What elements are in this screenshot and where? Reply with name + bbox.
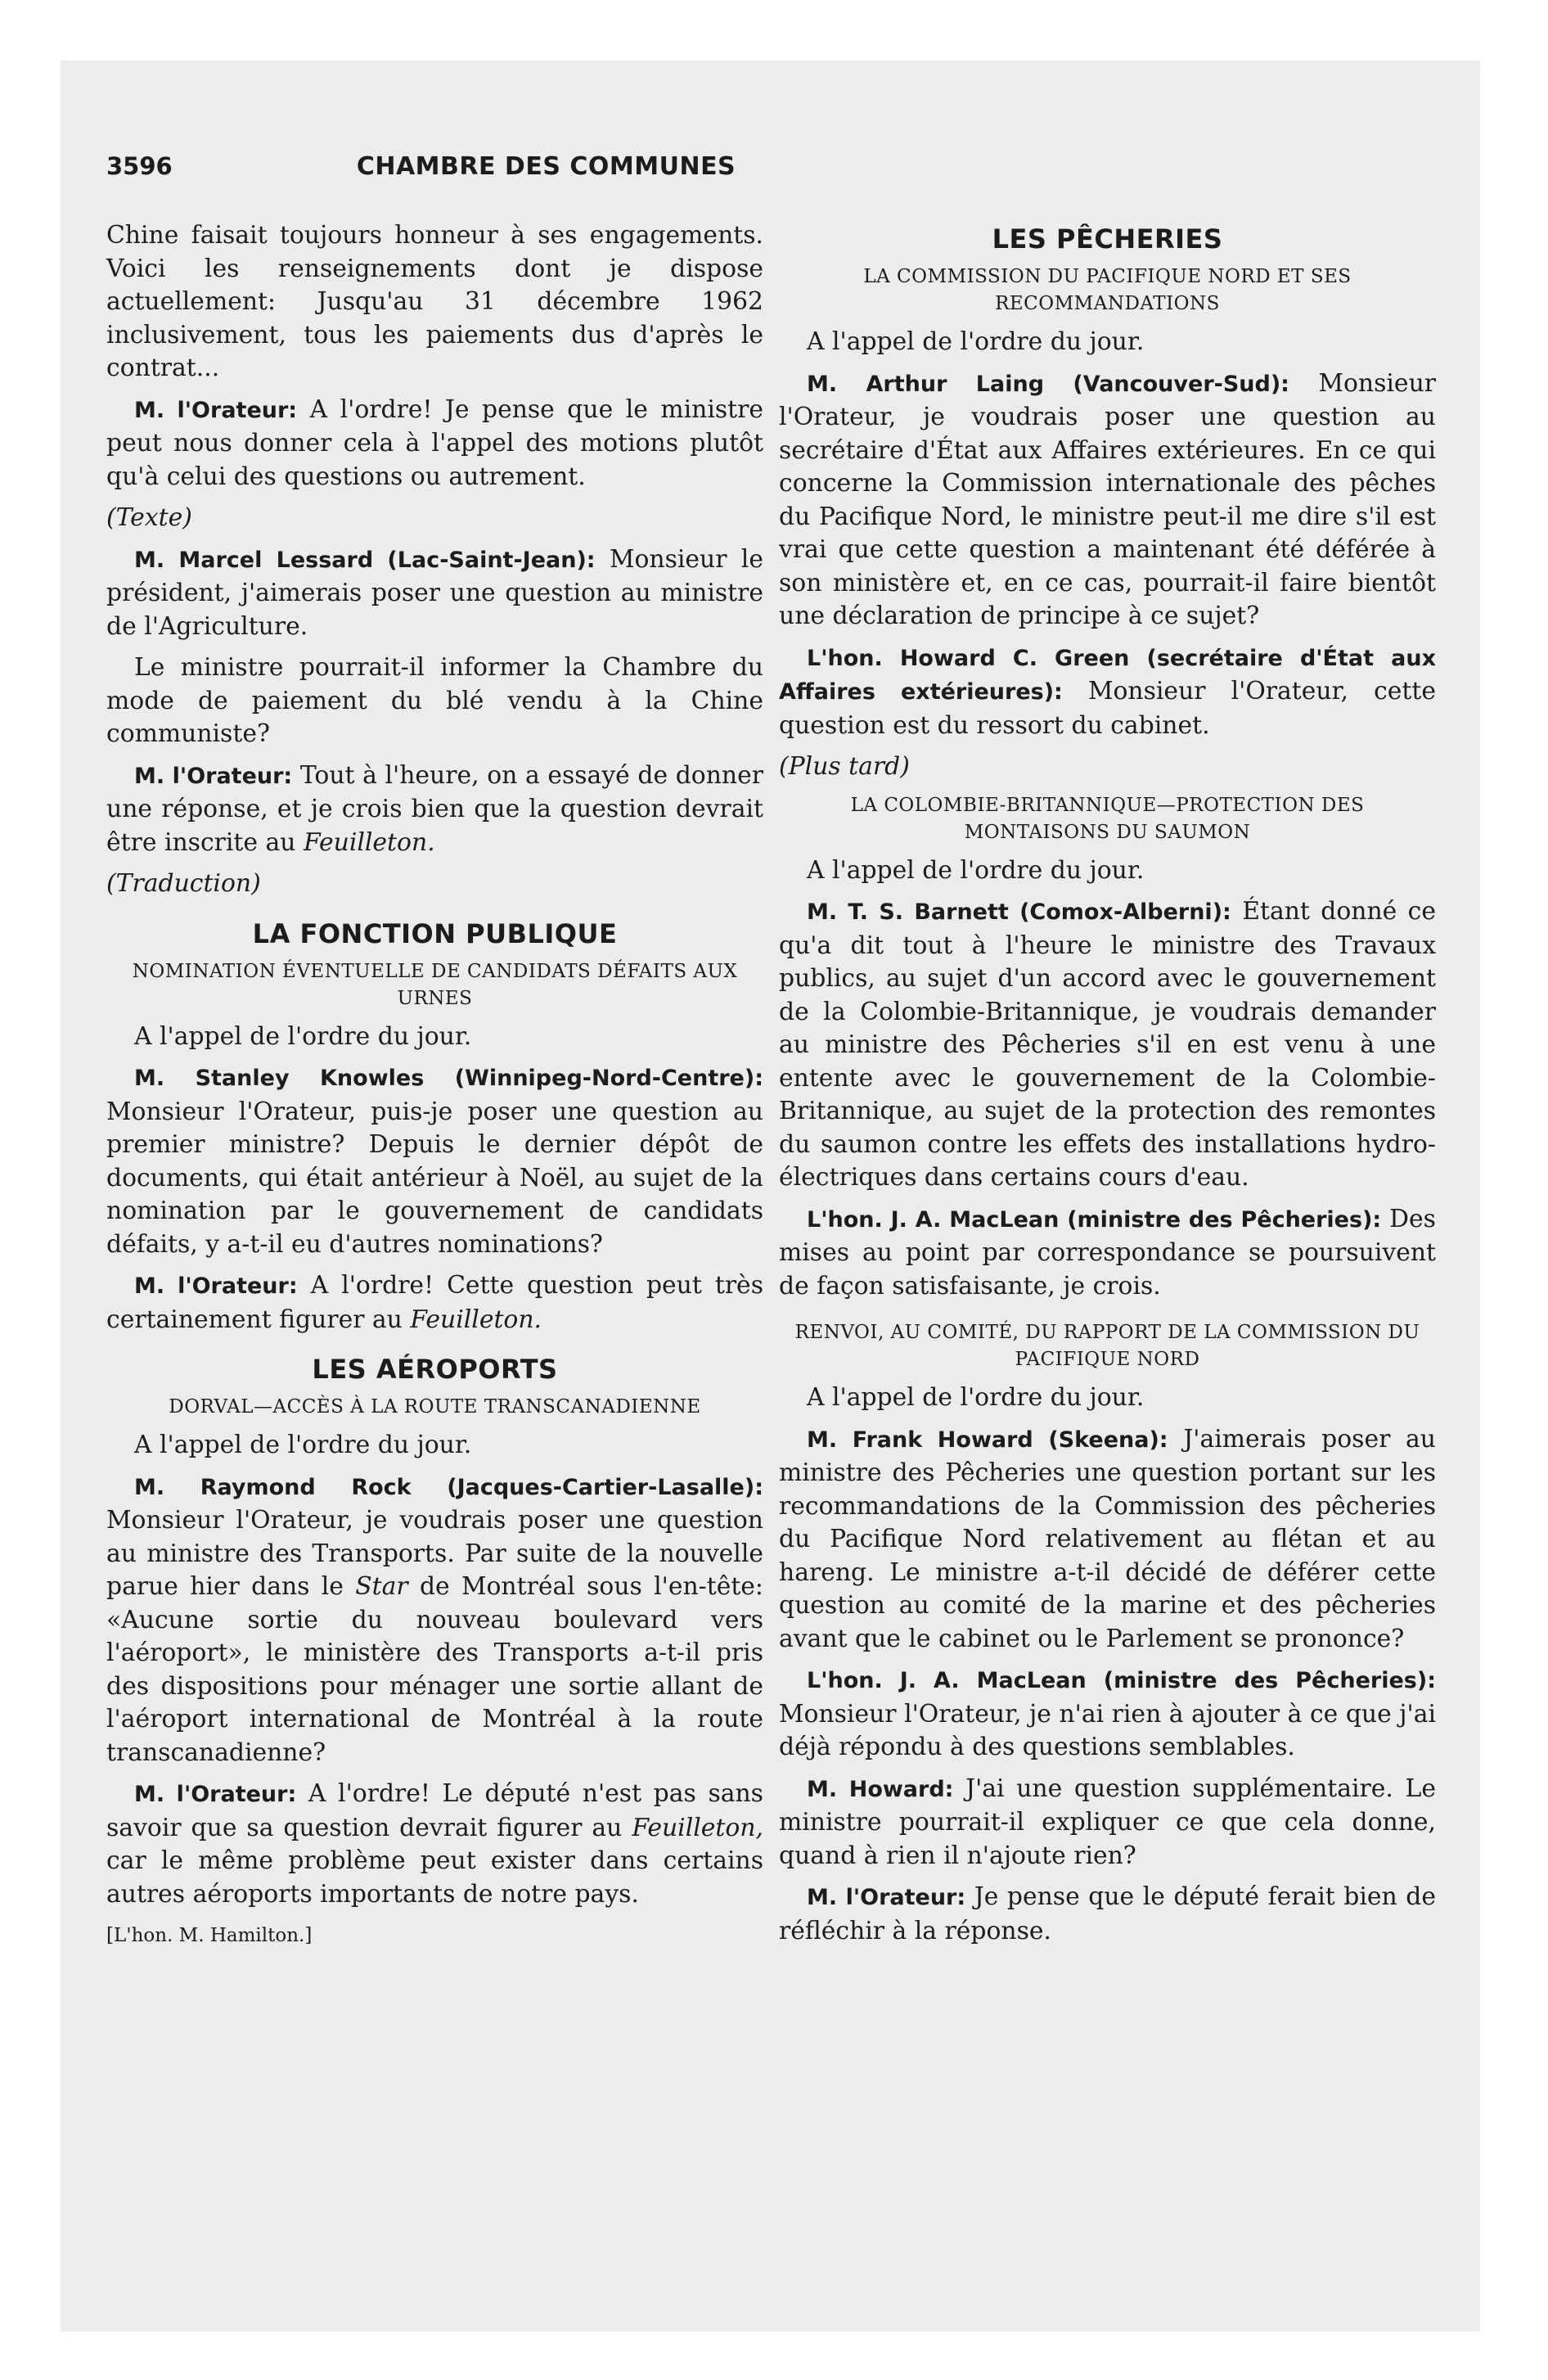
speaker: M. Raymond Rock (Jacques-Cartier-Lasalle): <box>134 1474 763 1500</box>
paragraph: A l'appel de l'ordre du jour. <box>807 1383 1145 1412</box>
paragraph: M. Howard: J'ai une question supplémentaire. Le ministre pourrait-il expliquer ce que cela donne, quand à rien il n'ajoute rien? <box>779 1774 1436 1870</box>
speaker: M. l'Orateur: <box>134 763 293 789</box>
running-head: CHAMBRE DES COMMUNES <box>356 152 736 181</box>
section-heading: LES AÉROPORTS <box>312 1354 558 1385</box>
speaker: M. Marcel Lessard (Lac-Saint-Jean): <box>134 547 596 573</box>
speaker: M. l'Orateur: <box>134 1782 297 1807</box>
subsection-heading: LA COLOMBIE-BRITANNIQUE—PROTECTION DES MONTAISONS DU SAUMON <box>850 794 1365 843</box>
footer-reference: [L'hon. M. Hamilton.] <box>106 1925 313 1946</box>
subsection-heading: LA COMMISSION DU PACIFIQUE NORD ET SES RECOMMANDATIONS <box>863 266 1352 314</box>
paragraph: M. l'Orateur: A l'ordre! Cette question peut très certainement figurer au Feuilleton. <box>106 1271 763 1334</box>
paragraph: L'hon. J. A. MacLean (ministre des Pêcheries): Des mises au point par correspondance se poursuivent de façon satisfaisante, je crois. <box>779 1204 1436 1300</box>
paragraph: M. Marcel Lessard (Lac-Saint-Jean): Monsieur le président, j'aimerais poser une question au ministre de l'Agriculture. <box>106 544 763 641</box>
paragraph: M. T. S. Barnett (Comox-Alberni): Étant donné ce qu'a dit tout à l'heure le ministre des Travaux publics, au sujet d'un accord avec le gouvernement de la Colombie-Britannique, je voudrais demander au ministre des Pêcheries s'il en est venu à une entente avec le gouvernement de la Colombie-Britannique, au sujet de la protection des remontes du saumon contre les effets des installations hydro-électriques dans certains cours d'eau. <box>779 897 1436 1192</box>
paragraph: M. Arthur Laing (Vancouver-Sud): Monsieur l'Orateur, je voudrais poser une question au secrétaire d'État aux Affaires extérieures. En ce qui concerne la Commission internationale des pêches du Pacifique Nord, le ministre peut-il me dire s'il est vrai que cette question a maintenant été déférée à son ministère et, en ce cas, pourrait-il faire bientôt une déclaration de principe à ce sujet? <box>779 368 1436 630</box>
paragraph: M. l'Orateur: A l'ordre! Je pense que le ministre peut nous donner cela à l'appel des motions plutôt qu'à celui des questions ou autrement. <box>106 394 763 491</box>
paragraph: M. l'Orateur: A l'ordre! Le député n'est pas sans savoir que sa question devrait figurer au Feuilleton, car le même problème peut exister dans certains autres aéroports importants de notre pays. <box>106 1779 763 1909</box>
right-column <box>779 219 1436 1956</box>
subsection-heading: DORVAL—ACCÈS À LA ROUTE TRANSCANADIENNE <box>169 1396 701 1418</box>
subsection-heading: RENVOI, AU COMITÉ, DU RAPPORT DE LA COMMISSION DU PACIFIQUE NORD <box>794 1322 1420 1370</box>
speaker: M. Stanley Knowles (Winnipeg-Nord-Centre): <box>134 1066 763 1091</box>
language-note: (Texte) <box>106 503 192 532</box>
speaker: M. Arthur Laing (Vancouver-Sud): <box>807 371 1289 397</box>
paragraph: L'hon. J. A. MacLean (ministre des Pêcheries): Monsieur l'Orateur, je n'ai rien à ajouter à ce que j'ai déjà répondu à des questions semblables. <box>779 1668 1436 1761</box>
paragraph: M. Stanley Knowles (Winnipeg-Nord-Centre): Monsieur l'Orateur, puis-je poser une question au premier ministre? Depuis le dernier dépôt de documents, qui était antérieur à Noël, au sujet de la nomination par le gouvernement de candidats défaits, y a-t-il eu d'autres nominations? <box>106 1066 763 1259</box>
page-header <box>106 152 986 185</box>
paragraph: A l'appel de l'ordre du jour. <box>134 1021 472 1051</box>
paragraph: A l'appel de l'ordre du jour. <box>807 855 1145 885</box>
paragraph: M. l'Orateur: Tout à l'heure, on a essayé de donner une réponse, et je crois bien que la question devrait être inscrite au Feuilleton. <box>106 760 763 857</box>
language-note: (Traduction) <box>106 869 261 898</box>
section-heading: LES PÊCHERIES <box>992 223 1223 255</box>
subsection-heading: NOMINATION ÉVENTUELLE DE CANDIDATS DÉFAITS AUX URNES <box>132 960 738 1009</box>
paragraph: M. Raymond Rock (Jacques-Cartier-Lasalle): Monsieur l'Orateur, je voudrais poser une question au ministre des Transports. Par suite de la nouvelle parue hier dans le Star de Montréal sous l'en-tête: «Aucune sortie du nouveau boulevard vers l'aéroport», le ministère des Transports a-t-il pris des dispositions pour ménager une sortie allant de l'aéroport international de Montréal à la route transcanadienne? <box>106 1474 763 1767</box>
speaker: M. T. S. Barnett (Comox-Alberni): <box>807 899 1231 925</box>
section-heading: LA FONCTION PUBLIQUE <box>252 917 618 949</box>
paragraph: M. Frank Howard (Skeena): J'aimerais poser au ministre des Pêcheries une question portant sur les recommandations de la Commission des pêcheries du Pacifique Nord relativement au flétan et au hareng. Le ministre a-t-il décidé de déférer cette question au comité de la marine et des pêcheries avant que le cabinet ou le Parlement se prononce? <box>779 1424 1436 1653</box>
paragraph: L'hon. Howard C. Green (secrétaire d'État aux Affaires extérieures): Monsieur l'Orateur, cette question est du ressort du cabinet. <box>779 645 1436 740</box>
timing-note: (Plus tard) <box>779 752 910 781</box>
paragraph: M. l'Orateur: Je pense que le député ferait bien de réfléchir à la réponse. <box>779 1882 1437 1945</box>
speaker: M. Frank Howard (Skeena): <box>807 1427 1168 1453</box>
left-column <box>106 219 763 1953</box>
speaker: L'hon. Howard C. Green (secrétaire d'État aux Affaires extérieures): <box>779 645 1436 705</box>
paragraph: Chine faisait toujours honneur à ses engagements. Voici les renseignements dont je dispose actuellement: Jusqu'au 31 décembre 1962 inclusivement, tous les paiements dus d'après le contrat... <box>106 221 763 382</box>
speaker: M. l'Orateur: <box>134 397 298 423</box>
speaker: L'hon. J. A. MacLean (ministre des Pêcheries): <box>807 1206 1382 1233</box>
speaker: L'hon. J. A. MacLean (ministre des Pêcheries): <box>807 1668 1436 1693</box>
paragraph: A l'appel de l'ordre du jour. <box>807 327 1145 356</box>
speaker: M. Howard: <box>807 1776 954 1802</box>
paragraph: A l'appel de l'ordre du jour. <box>134 1431 472 1459</box>
speaker: M. l'Orateur: <box>134 1273 298 1299</box>
page-number: 3596 <box>106 152 173 180</box>
speaker: M. l'Orateur: <box>807 1885 966 1910</box>
paragraph: Le ministre pourrait-il informer la Chambre du mode de paiement du blé vendu à la Chine communiste? <box>106 653 763 748</box>
